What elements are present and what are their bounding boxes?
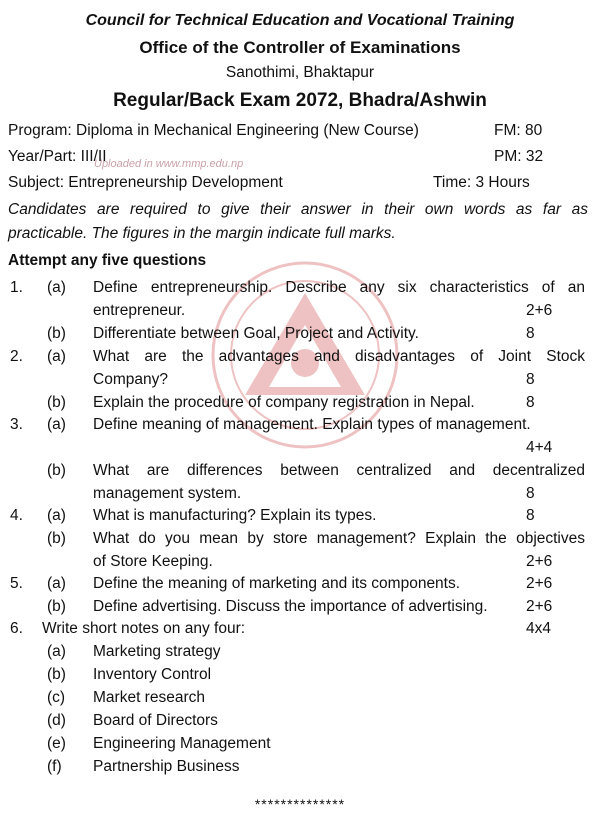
marks: 8 — [526, 325, 535, 342]
list-item: Engineering Management — [93, 735, 271, 752]
marks: 2+6 — [526, 575, 553, 592]
sub-label: (a) — [47, 348, 66, 365]
question-text: Explain the procedure of company registration in Nepal. — [93, 394, 475, 411]
marks: 8 — [526, 485, 535, 502]
sub-label: (c) — [47, 689, 66, 706]
question-number: 2. — [10, 348, 23, 365]
question-text: Company? — [93, 371, 168, 388]
sub-label: (a) — [47, 279, 66, 296]
location: Sanothimi, Bhaktapur — [225, 64, 375, 81]
sub-label: (b) — [47, 325, 66, 342]
subject: Subject: Entrepreneurship Development — [8, 174, 283, 191]
sub-label: (b) — [47, 462, 66, 479]
question-text: What do you mean by store management? Explain the objectives — [93, 530, 585, 547]
sub-label: (e) — [47, 735, 66, 752]
marks: 2+6 — [526, 553, 553, 570]
question-text: management system. — [93, 485, 242, 502]
program: Program: Diploma in Mechanical Engineering (New Course) — [8, 122, 419, 139]
question-text: What are the advantages and disadvantages of Joint Stock — [93, 348, 585, 365]
office-name: Office of the Controller of Examinations — [139, 38, 461, 57]
attempt-instruction: Attempt any five questions — [8, 252, 207, 269]
question-text: What is manufacturing? Explain its types. — [93, 507, 377, 524]
question-text: What are differences between centralized and decentralized — [93, 462, 585, 479]
sub-label: (f) — [47, 758, 62, 775]
instruction-line-2: practicable. The figures in the margin indicate full marks. — [8, 225, 396, 242]
sub-label: (b) — [47, 530, 66, 547]
question-number: 3. — [10, 416, 23, 433]
sub-label: (a) — [47, 643, 66, 660]
sub-label: (b) — [47, 666, 66, 683]
marks: 8 — [526, 394, 535, 411]
year-part: Year/Part: III/II — [8, 148, 107, 165]
list-item: Inventory Control — [93, 666, 212, 683]
sub-label: (b) — [47, 598, 66, 615]
question-number: 5. — [10, 575, 23, 592]
question-text: Differentiate between Goal, Project and Activity. — [93, 325, 419, 342]
end-marker: ************** — [254, 796, 346, 812]
list-item: Board of Directors — [93, 712, 218, 729]
list-item: Market research — [93, 689, 205, 706]
watermark-text: Uploaded in www.mmp.edu.np — [94, 158, 244, 170]
question-text: Define entrepreneurship. Describe any six characteristics of an — [93, 279, 585, 296]
marks: 8 — [526, 371, 535, 388]
marks: 2+6 — [526, 302, 553, 319]
marks: 4x4 — [526, 620, 551, 637]
question-text: Define meaning of management. Explain types of management. — [93, 416, 531, 433]
sub-label: (a) — [47, 416, 66, 433]
time: Time: 3 Hours — [433, 174, 530, 191]
list-item: Partnership Business — [93, 758, 240, 775]
sub-label: (a) — [47, 575, 66, 592]
question-6 — [0, 617, 600, 787]
question-5 — [0, 572, 600, 622]
council-name: Council for Technical Education and Vocational Training — [85, 12, 515, 29]
sub-label: (a) — [47, 507, 66, 524]
exam-title: Regular/Back Exam 2072, Bhadra/Ashwin — [113, 90, 487, 111]
marks: 4+4 — [526, 439, 553, 456]
full-marks: FM: 80 — [494, 122, 543, 139]
list-item: Marketing strategy — [93, 643, 221, 660]
question-number: 4. — [10, 507, 23, 524]
question-text: Write short notes on any four: — [42, 620, 246, 637]
pass-marks: PM: 32 — [494, 148, 544, 165]
marks: 2+6 — [526, 598, 553, 615]
question-text: of Store Keeping. — [93, 553, 213, 570]
question-number: 1. — [10, 279, 23, 296]
question-text: entrepreneur. — [93, 302, 186, 319]
sub-label: (d) — [47, 712, 66, 729]
question-3 — [0, 413, 600, 513]
question-text: Define the meaning of marketing and its components. — [93, 575, 461, 592]
sub-label: (b) — [47, 394, 66, 411]
question-text: Define advertising. Discuss the importance of advertising. — [93, 598, 488, 615]
question-number: 6. — [10, 620, 23, 637]
instruction-line-1: Candidates are required to give their answer in their own words as far as — [8, 201, 588, 218]
marks: 8 — [526, 507, 535, 524]
